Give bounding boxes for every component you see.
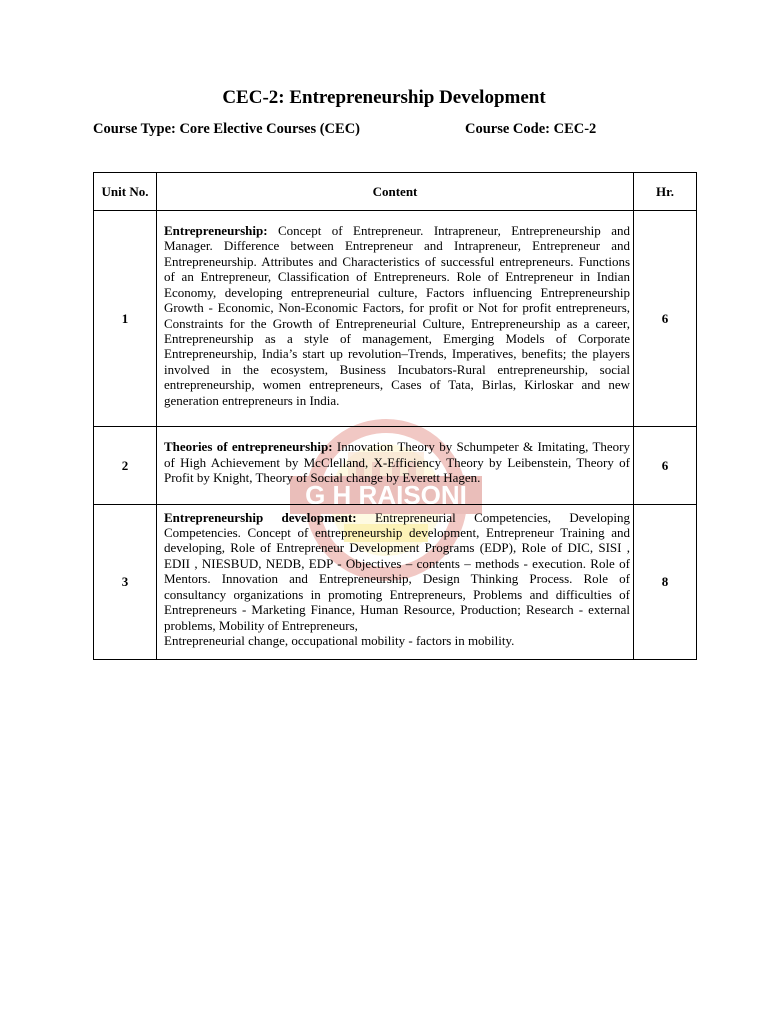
- page-title: CEC-2: Entrepreneurship Development: [222, 87, 546, 108]
- unit-number: 1: [94, 211, 157, 427]
- syllabus-table: [93, 172, 697, 660]
- watermark-text: G H RAISONI: [305, 480, 467, 510]
- unit-description: Concept of Entrepreneur. Intrapreneur, Entrepreneurship and Manager. Difference between Entrepreneur and Intrapreneur, Entrepreneur and Entrepreneurship. Attributes and Characteristics of successful entrepreneurs. Functions of an Entrepreneur, Classification of Entrepreneurs. Role of Entrepreneur in Indian Economy, developing entrepreneurial culture, Factors influencing Entrepreneurship Growth - Economic, Non-Economic Factors, for profit or Not for profit entrepreneurs, Constraints for the Growth of Entrepreneurial Culture, Entrepreneurship as a career, Entrepreneurship as a style of management, Emerging Models of Corporate Entrepreneurship, India’s start up revolution–Trends, Imperatives, benefits; the players involved in the ecosystem, Business Incubators-Rural entrepreneurship, social entrepreneurship, women entrepreneurs, Cases of Tata, Birlas, Kirloskar and new generation entrepreneurs in India.: [164, 223, 630, 408]
- course-type: Course Type: Core Elective Courses (CEC): [93, 121, 360, 137]
- header-content: Content: [157, 173, 634, 211]
- unit-description: Innovation Theory by Schumpeter & Imitating, Theory of High Achievement by McClelland, X-Efficiency Theory by Leibenstein, Theory of Profit by Knight, Theory of Social change by Everett Hagen.: [164, 439, 631, 486]
- unit-number: 3: [94, 505, 157, 660]
- unit-number: 2: [94, 427, 157, 505]
- unit-description-tail: Entrepreneurial change, occupational mobility - factors in mobility.: [164, 632, 515, 648]
- unit-content: [157, 505, 634, 660]
- unit-content: [157, 427, 634, 505]
- unit-hours: 8: [634, 505, 697, 660]
- unit-hours: 6: [634, 211, 697, 427]
- unit-hours: 6: [634, 427, 697, 505]
- unit-description: Entrepreneurial Competencies, Developing Competencies. Concept of entrepreneurship development, Entrepreneur Training and developing, Role of Entrepreneur Development Programs (EDP), Role of DIC, SISI , EDII , NIESBUD, NEDB, EDP - Objectives – contents – methods - execution. Role of Mentors. Innovation and Entrepreneurship, Design Thinking Process. Role of consultancy organizations in promoting Entrepreneurs, Problems and difficulties of Entrepreneurs - Marketing Finance, Human Resource, Production; Research - external problems, Mobility of Entrepreneurs,: [164, 509, 630, 633]
- table-header-row: [94, 173, 697, 211]
- unit-topic: Entrepreneurship:: [164, 223, 268, 239]
- header-unit-no: Unit No.: [94, 173, 157, 211]
- header-hours: Hr.: [634, 173, 697, 211]
- unit-content: [157, 211, 634, 427]
- unit-topic: Entrepreneurship development:: [164, 509, 357, 525]
- unit-topic: Theories of entrepreneurship:: [164, 439, 333, 455]
- course-code: Course Code: CEC-2: [465, 121, 597, 137]
- table-row: [94, 427, 697, 505]
- table-row: [94, 211, 697, 427]
- table-row: [94, 505, 697, 660]
